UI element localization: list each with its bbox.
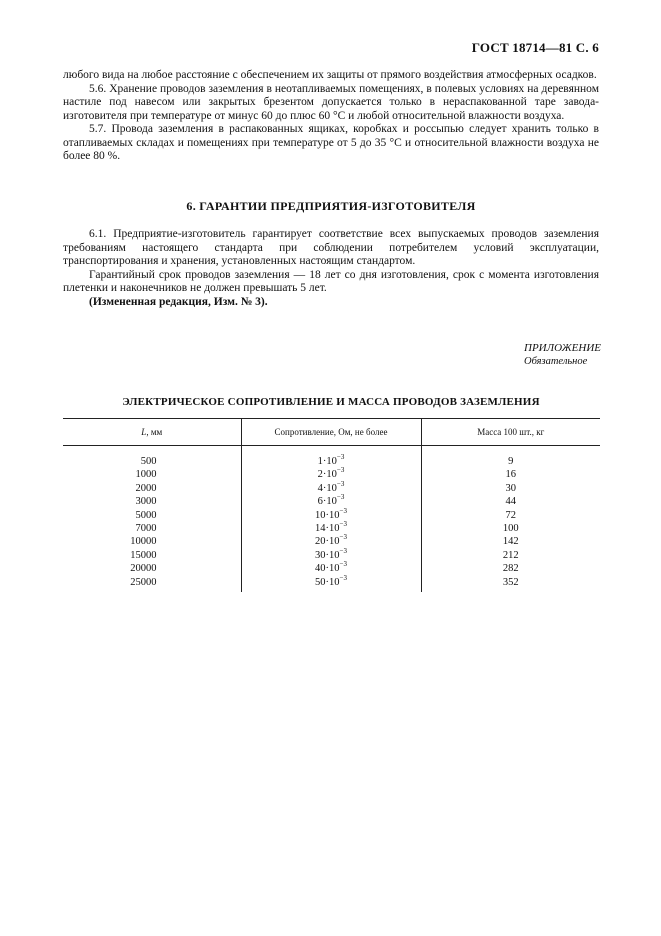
cell-mass: 16 — [505, 469, 516, 481]
column-header-resistance: Сопротивление, Ом, не более — [241, 419, 421, 446]
table-row — [63, 576, 600, 592]
table-row — [63, 482, 600, 495]
cell-resistance — [241, 573, 421, 592]
paragraph-6-1: 6.1. Предприятие-изготовитель гарантирует соответствие всех выпускаемых проводов заземления требованиям настоящего стандарта при соблюдении потребителем условий эксплуатации, транспортирования и хранения, установленных настоящим стандартом. — [63, 228, 599, 267]
resistance-exponent: −3 — [339, 573, 347, 582]
cell-length: 1000 — [135, 469, 157, 481]
cell-resistance — [241, 495, 421, 508]
cell-mass: 352 — [502, 576, 519, 588]
resistance-coefficient: 6·10 — [317, 496, 337, 508]
cell-length: 25000 — [130, 576, 157, 588]
table-row — [63, 535, 600, 548]
resistance-coefficient: 30·10 — [315, 549, 340, 561]
resistance-coefficient: 40·10 — [315, 563, 340, 575]
cell-mass: 282 — [502, 563, 519, 575]
cell-resistance — [241, 446, 421, 469]
resistance-coefficient: 4·10 — [317, 482, 337, 494]
cell-mass: 100 — [502, 523, 519, 535]
cell-resistance — [241, 522, 421, 535]
resistance-exponent: −3 — [336, 453, 345, 461]
cell-length: 500 — [140, 456, 157, 467]
cell-resistance — [241, 535, 421, 548]
cell-mass: 72 — [505, 509, 516, 521]
cell-length: 2000 — [135, 482, 157, 494]
table-row — [63, 522, 600, 535]
resistance-coefficient: 2·10 — [317, 469, 337, 481]
resistance-exponent: −3 — [336, 493, 345, 502]
appendix-label: ПРИЛОЖЕНИЕ — [524, 342, 601, 354]
table-row — [63, 468, 600, 481]
cell-mass: 44 — [505, 496, 516, 508]
resistance-coefficient: 20·10 — [315, 536, 340, 548]
amendment-note: (Измененная редакция, Изм. № 3). — [89, 295, 268, 308]
column-header-length: L, мм — [63, 419, 241, 446]
resistance-exponent: −3 — [339, 560, 347, 569]
cell-length: 7000 — [135, 523, 157, 535]
resistance-coefficient: 14·10 — [315, 523, 340, 535]
resistance-exponent: −3 — [339, 533, 347, 542]
resistance-coefficient: 50·10 — [315, 576, 340, 588]
resistance-exponent: −3 — [339, 506, 347, 515]
cell-resistance — [241, 562, 421, 575]
cell-mass: 9 — [508, 456, 514, 467]
cell-mass: 142 — [502, 536, 519, 548]
table-row — [63, 562, 600, 575]
appendix-label-block — [524, 342, 601, 368]
cell-mass: 30 — [505, 482, 516, 494]
table-body — [63, 446, 600, 593]
paragraph-continuation: любого вида на любое расстояние с обеспечением их защиты от прямого воздействия атмосферных осадков. — [63, 69, 597, 81]
cell-resistance — [241, 546, 421, 562]
section-title: 6. ГАРАНТИИ ПРЕДПРИЯТИЯ-ИЗГОТОВИТЕЛЯ — [186, 199, 476, 213]
paragraph-warranty-term: Гарантийный срок проводов заземления — 18 лет со дня изготовления, срок с момента изготовления плетенки и наконечников не должен превышать 5 лет. — [63, 268, 599, 294]
table-row — [63, 509, 600, 522]
cell-resistance — [241, 479, 421, 495]
cell-length: 15000 — [130, 549, 157, 561]
cell-resistance — [241, 468, 421, 481]
table-row — [63, 446, 600, 469]
cell-length: 20000 — [130, 563, 157, 575]
resistance-exponent: −3 — [339, 546, 347, 555]
appendix-status: Обязательное — [524, 356, 588, 367]
paragraph-5-6: 5.6. Хранение проводов заземления в неотапливаемых помещениях, в полевых условиях на деревянном настиле под навесом или закрытых брезентом допускается только в нераспакованной таре завода-изготовителя при температуре от минус 60 до плюс 60 °С и любой относительной влажности воздуха. — [63, 82, 599, 122]
paragraph-5-7: 5.7. Провода заземления в распакованных ящиках, коробках и россыпью следует хранить только в отапливаемых складах и помещениях при температуре от 5 до 35 °С и относительной влажности воздуха не более 80 %. — [63, 123, 599, 162]
table-header-row — [63, 419, 600, 446]
table-row — [63, 495, 600, 508]
resistance-exponent: −3 — [339, 520, 347, 529]
table-row — [63, 549, 600, 562]
document-header: ГОСТ 18714—81 С. 6 — [471, 40, 599, 55]
cell-length: 10000 — [130, 536, 157, 548]
warranty-section-text — [63, 228, 599, 309]
table-title: ЭЛЕКТРИЧЕСКОЕ СОПРОТИВЛЕНИЕ И МАССА ПРОВОДОВ ЗАЗЕМЛЕНИЯ — [122, 396, 540, 408]
column-header-mass: Масса 100 шт., кг — [421, 419, 600, 446]
cell-length: 3000 — [135, 496, 157, 508]
cell-mass: 212 — [502, 549, 519, 561]
storage-section-text — [63, 69, 599, 164]
resistance-mass-table — [63, 418, 600, 592]
resistance-exponent: −3 — [336, 479, 345, 488]
resistance-exponent: −3 — [336, 466, 345, 475]
cell-length: 5000 — [135, 509, 157, 521]
resistance-coefficient: 10·10 — [315, 509, 340, 521]
cell-resistance — [241, 506, 421, 522]
resistance-coefficient: 1·10 — [317, 456, 337, 467]
